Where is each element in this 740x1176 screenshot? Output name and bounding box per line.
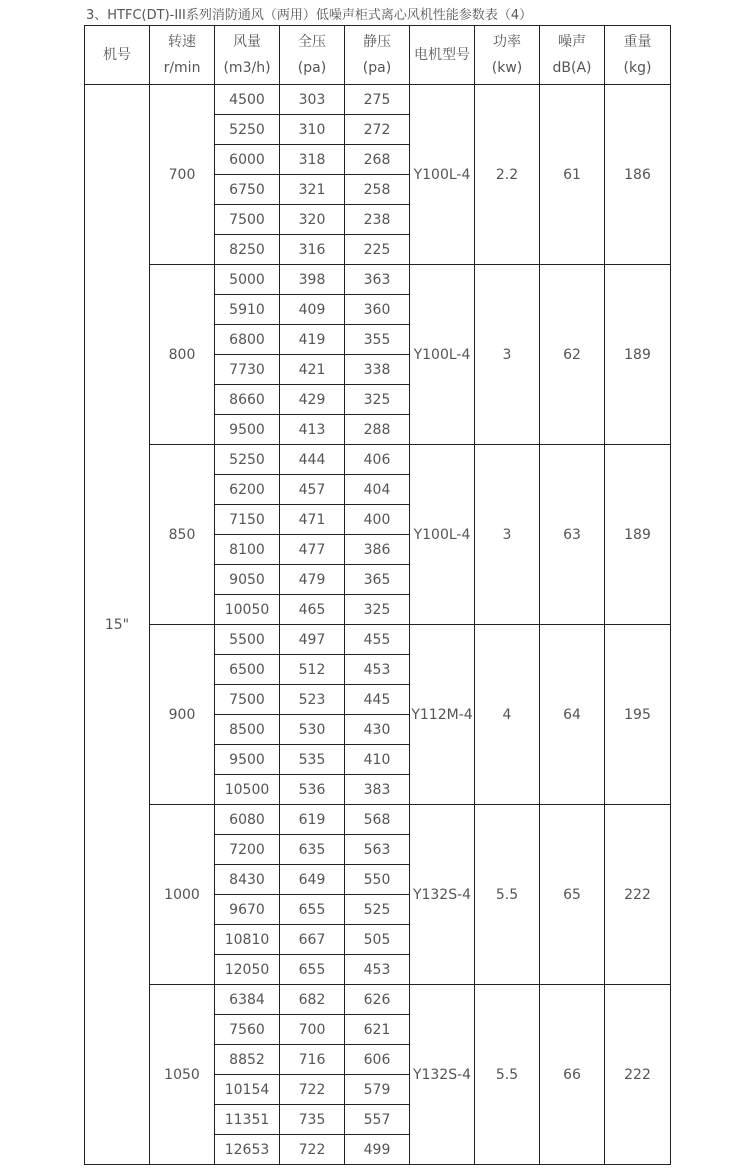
total-pressure-cell: 722 bbox=[280, 1135, 345, 1165]
total-pressure-cell: 535 bbox=[280, 745, 345, 775]
total-pressure-cell: 536 bbox=[280, 775, 345, 805]
static-pressure-cell: 360 bbox=[345, 295, 410, 325]
header-static-pressure bbox=[345, 26, 410, 85]
total-pressure-cell: 655 bbox=[280, 895, 345, 925]
table-row bbox=[85, 85, 671, 115]
total-pressure-cell: 619 bbox=[280, 805, 345, 835]
header-noise-line: dB(A) bbox=[552, 60, 592, 76]
total-pressure-cell: 479 bbox=[280, 565, 345, 595]
weight-cell: 189 bbox=[605, 445, 671, 625]
total-pressure-cell: 471 bbox=[280, 505, 345, 535]
airflow-cell: 9670 bbox=[215, 895, 280, 925]
header-static-pressure-line: (pa) bbox=[362, 60, 392, 76]
power-cell: 5.5 bbox=[475, 985, 540, 1165]
airflow-cell: 7730 bbox=[215, 355, 280, 385]
static-pressure-cell: 626 bbox=[345, 985, 410, 1015]
static-pressure-cell: 455 bbox=[345, 625, 410, 655]
static-pressure-cell: 453 bbox=[345, 955, 410, 985]
motor-model-cell: Y112M-4 bbox=[410, 625, 475, 805]
airflow-cell: 8430 bbox=[215, 865, 280, 895]
static-pressure-cell: 445 bbox=[345, 685, 410, 715]
noise-cell: 61 bbox=[540, 85, 605, 265]
header-speed bbox=[150, 26, 215, 85]
weight-cell: 222 bbox=[605, 985, 671, 1165]
airflow-cell: 8660 bbox=[215, 385, 280, 415]
static-pressure-cell: 563 bbox=[345, 835, 410, 865]
power-cell: 2.2 bbox=[475, 85, 540, 265]
total-pressure-cell: 321 bbox=[280, 175, 345, 205]
static-pressure-cell: 525 bbox=[345, 895, 410, 925]
static-pressure-cell: 272 bbox=[345, 115, 410, 145]
noise-cell: 66 bbox=[540, 985, 605, 1165]
static-pressure-cell: 325 bbox=[345, 385, 410, 415]
speed-cell: 700 bbox=[150, 85, 215, 265]
static-pressure-cell: 430 bbox=[345, 715, 410, 745]
airflow-cell: 9050 bbox=[215, 565, 280, 595]
total-pressure-cell: 398 bbox=[280, 265, 345, 295]
weight-cell: 189 bbox=[605, 265, 671, 445]
noise-cell: 62 bbox=[540, 265, 605, 445]
airflow-cell: 7560 bbox=[215, 1015, 280, 1045]
static-pressure-cell: 338 bbox=[345, 355, 410, 385]
static-pressure-cell: 606 bbox=[345, 1045, 410, 1075]
header-static-pressure-line: 静压 bbox=[363, 34, 391, 50]
static-pressure-cell: 453 bbox=[345, 655, 410, 685]
noise-cell: 63 bbox=[540, 445, 605, 625]
motor-model-cell: Y100L-4 bbox=[410, 265, 475, 445]
static-pressure-cell: 505 bbox=[345, 925, 410, 955]
noise-cell: 65 bbox=[540, 805, 605, 985]
header-power-line: 功率 bbox=[493, 34, 521, 50]
airflow-cell: 10810 bbox=[215, 925, 280, 955]
header-weight-line: 重量 bbox=[623, 34, 652, 50]
total-pressure-cell: 457 bbox=[280, 475, 345, 505]
total-pressure-cell: 512 bbox=[280, 655, 345, 685]
noise-cell: 64 bbox=[540, 625, 605, 805]
total-pressure-cell: 413 bbox=[280, 415, 345, 445]
power-cell: 3 bbox=[475, 445, 540, 625]
speed-cell: 800 bbox=[150, 265, 215, 445]
header-motor-model-line: 电机型号 bbox=[414, 47, 470, 63]
static-pressure-cell: 268 bbox=[345, 145, 410, 175]
weight-cell: 186 bbox=[605, 85, 671, 265]
speed-cell: 1000 bbox=[150, 805, 215, 985]
total-pressure-cell: 530 bbox=[280, 715, 345, 745]
airflow-cell: 10050 bbox=[215, 595, 280, 625]
total-pressure-cell: 310 bbox=[280, 115, 345, 145]
static-pressure-cell: 383 bbox=[345, 775, 410, 805]
motor-model-cell: Y100L-4 bbox=[410, 85, 475, 265]
header-total-pressure bbox=[280, 26, 345, 85]
header-motor-model bbox=[410, 26, 475, 85]
airflow-cell: 12050 bbox=[215, 955, 280, 985]
table-row bbox=[85, 445, 671, 475]
total-pressure-cell: 421 bbox=[280, 355, 345, 385]
airflow-cell: 10154 bbox=[215, 1075, 280, 1105]
airflow-cell: 8852 bbox=[215, 1045, 280, 1075]
airflow-cell: 5000 bbox=[215, 265, 280, 295]
speed-cell: 850 bbox=[150, 445, 215, 625]
total-pressure-cell: 523 bbox=[280, 685, 345, 715]
speed-cell: 1050 bbox=[150, 985, 215, 1165]
static-pressure-cell: 557 bbox=[345, 1105, 410, 1135]
airflow-cell: 6500 bbox=[215, 655, 280, 685]
header-power bbox=[475, 26, 540, 85]
fan-performance-table bbox=[84, 25, 671, 1165]
power-cell: 3 bbox=[475, 265, 540, 445]
static-pressure-cell: 400 bbox=[345, 505, 410, 535]
total-pressure-cell: 655 bbox=[280, 955, 345, 985]
airflow-cell: 9500 bbox=[215, 415, 280, 445]
table-body bbox=[85, 85, 671, 1165]
total-pressure-cell: 497 bbox=[280, 625, 345, 655]
airflow-cell: 5910 bbox=[215, 295, 280, 325]
header-speed-line: r/min bbox=[163, 60, 201, 76]
airflow-cell: 9500 bbox=[215, 745, 280, 775]
static-pressure-cell: 365 bbox=[345, 565, 410, 595]
header-row bbox=[85, 26, 671, 85]
airflow-cell: 7150 bbox=[215, 505, 280, 535]
total-pressure-cell: 735 bbox=[280, 1105, 345, 1135]
airflow-cell: 10500 bbox=[215, 775, 280, 805]
machine-no-cell: 15" bbox=[85, 85, 150, 1165]
airflow-cell: 8100 bbox=[215, 535, 280, 565]
header-power-line: (kw) bbox=[491, 60, 523, 76]
airflow-cell: 6000 bbox=[215, 145, 280, 175]
weight-cell: 195 bbox=[605, 625, 671, 805]
total-pressure-cell: 444 bbox=[280, 445, 345, 475]
total-pressure-cell: 700 bbox=[280, 1015, 345, 1045]
airflow-cell: 5250 bbox=[215, 445, 280, 475]
table-row bbox=[85, 265, 671, 295]
table-caption: 3、HTFC(DT)-III系列消防通风（两用）低噪声柜式离心风机性能参数表（4） bbox=[86, 8, 533, 23]
static-pressure-cell: 621 bbox=[345, 1015, 410, 1045]
static-pressure-cell: 363 bbox=[345, 265, 410, 295]
airflow-cell: 7200 bbox=[215, 835, 280, 865]
power-cell: 4 bbox=[475, 625, 540, 805]
static-pressure-cell: 406 bbox=[345, 445, 410, 475]
power-cell: 5.5 bbox=[475, 805, 540, 985]
airflow-cell: 8500 bbox=[215, 715, 280, 745]
airflow-cell: 6384 bbox=[215, 985, 280, 1015]
header-noise-line: 噪声 bbox=[558, 34, 586, 50]
static-pressure-cell: 238 bbox=[345, 205, 410, 235]
total-pressure-cell: 477 bbox=[280, 535, 345, 565]
static-pressure-cell: 410 bbox=[345, 745, 410, 775]
total-pressure-cell: 303 bbox=[280, 85, 345, 115]
header-speed-line: 转速 bbox=[168, 34, 196, 50]
header-machine-no-line: 机号 bbox=[103, 47, 131, 63]
static-pressure-cell: 499 bbox=[345, 1135, 410, 1165]
static-pressure-cell: 386 bbox=[345, 535, 410, 565]
airflow-cell: 6750 bbox=[215, 175, 280, 205]
header-weight-line: (kg) bbox=[623, 60, 652, 76]
header-total-pressure-line: 全压 bbox=[298, 34, 326, 50]
airflow-cell: 12653 bbox=[215, 1135, 280, 1165]
motor-model-cell: Y132S-4 bbox=[410, 805, 475, 985]
total-pressure-cell: 722 bbox=[280, 1075, 345, 1105]
static-pressure-cell: 579 bbox=[345, 1075, 410, 1105]
motor-model-cell: Y100L-4 bbox=[410, 445, 475, 625]
static-pressure-cell: 325 bbox=[345, 595, 410, 625]
table-row bbox=[85, 805, 671, 835]
header-total-pressure-line: (pa) bbox=[297, 60, 327, 76]
table-row bbox=[85, 625, 671, 655]
static-pressure-cell: 258 bbox=[345, 175, 410, 205]
header-airflow-line: 风量 bbox=[233, 34, 261, 50]
airflow-cell: 7500 bbox=[215, 685, 280, 715]
static-pressure-cell: 225 bbox=[345, 235, 410, 265]
airflow-cell: 5250 bbox=[215, 115, 280, 145]
header-weight bbox=[605, 26, 671, 85]
weight-cell: 222 bbox=[605, 805, 671, 985]
airflow-cell: 6080 bbox=[215, 805, 280, 835]
airflow-cell: 7500 bbox=[215, 205, 280, 235]
total-pressure-cell: 682 bbox=[280, 985, 345, 1015]
header-airflow-line: (m3/h) bbox=[223, 60, 271, 76]
airflow-cell: 6800 bbox=[215, 325, 280, 355]
airflow-cell: 6200 bbox=[215, 475, 280, 505]
total-pressure-cell: 419 bbox=[280, 325, 345, 355]
total-pressure-cell: 465 bbox=[280, 595, 345, 625]
airflow-cell: 5500 bbox=[215, 625, 280, 655]
motor-model-cell: Y132S-4 bbox=[410, 985, 475, 1165]
static-pressure-cell: 568 bbox=[345, 805, 410, 835]
airflow-cell: 4500 bbox=[215, 85, 280, 115]
header-machine-no bbox=[85, 26, 150, 85]
total-pressure-cell: 635 bbox=[280, 835, 345, 865]
total-pressure-cell: 409 bbox=[280, 295, 345, 325]
static-pressure-cell: 550 bbox=[345, 865, 410, 895]
static-pressure-cell: 355 bbox=[345, 325, 410, 355]
total-pressure-cell: 320 bbox=[280, 205, 345, 235]
total-pressure-cell: 316 bbox=[280, 235, 345, 265]
airflow-cell: 11351 bbox=[215, 1105, 280, 1135]
header-airflow bbox=[215, 26, 280, 85]
total-pressure-cell: 716 bbox=[280, 1045, 345, 1075]
static-pressure-cell: 288 bbox=[345, 415, 410, 445]
speed-cell: 900 bbox=[150, 625, 215, 805]
header-noise bbox=[540, 26, 605, 85]
static-pressure-cell: 404 bbox=[345, 475, 410, 505]
total-pressure-cell: 429 bbox=[280, 385, 345, 415]
total-pressure-cell: 318 bbox=[280, 145, 345, 175]
static-pressure-cell: 275 bbox=[345, 85, 410, 115]
airflow-cell: 8250 bbox=[215, 235, 280, 265]
total-pressure-cell: 667 bbox=[280, 925, 345, 955]
total-pressure-cell: 649 bbox=[280, 865, 345, 895]
table-row bbox=[85, 985, 671, 1015]
